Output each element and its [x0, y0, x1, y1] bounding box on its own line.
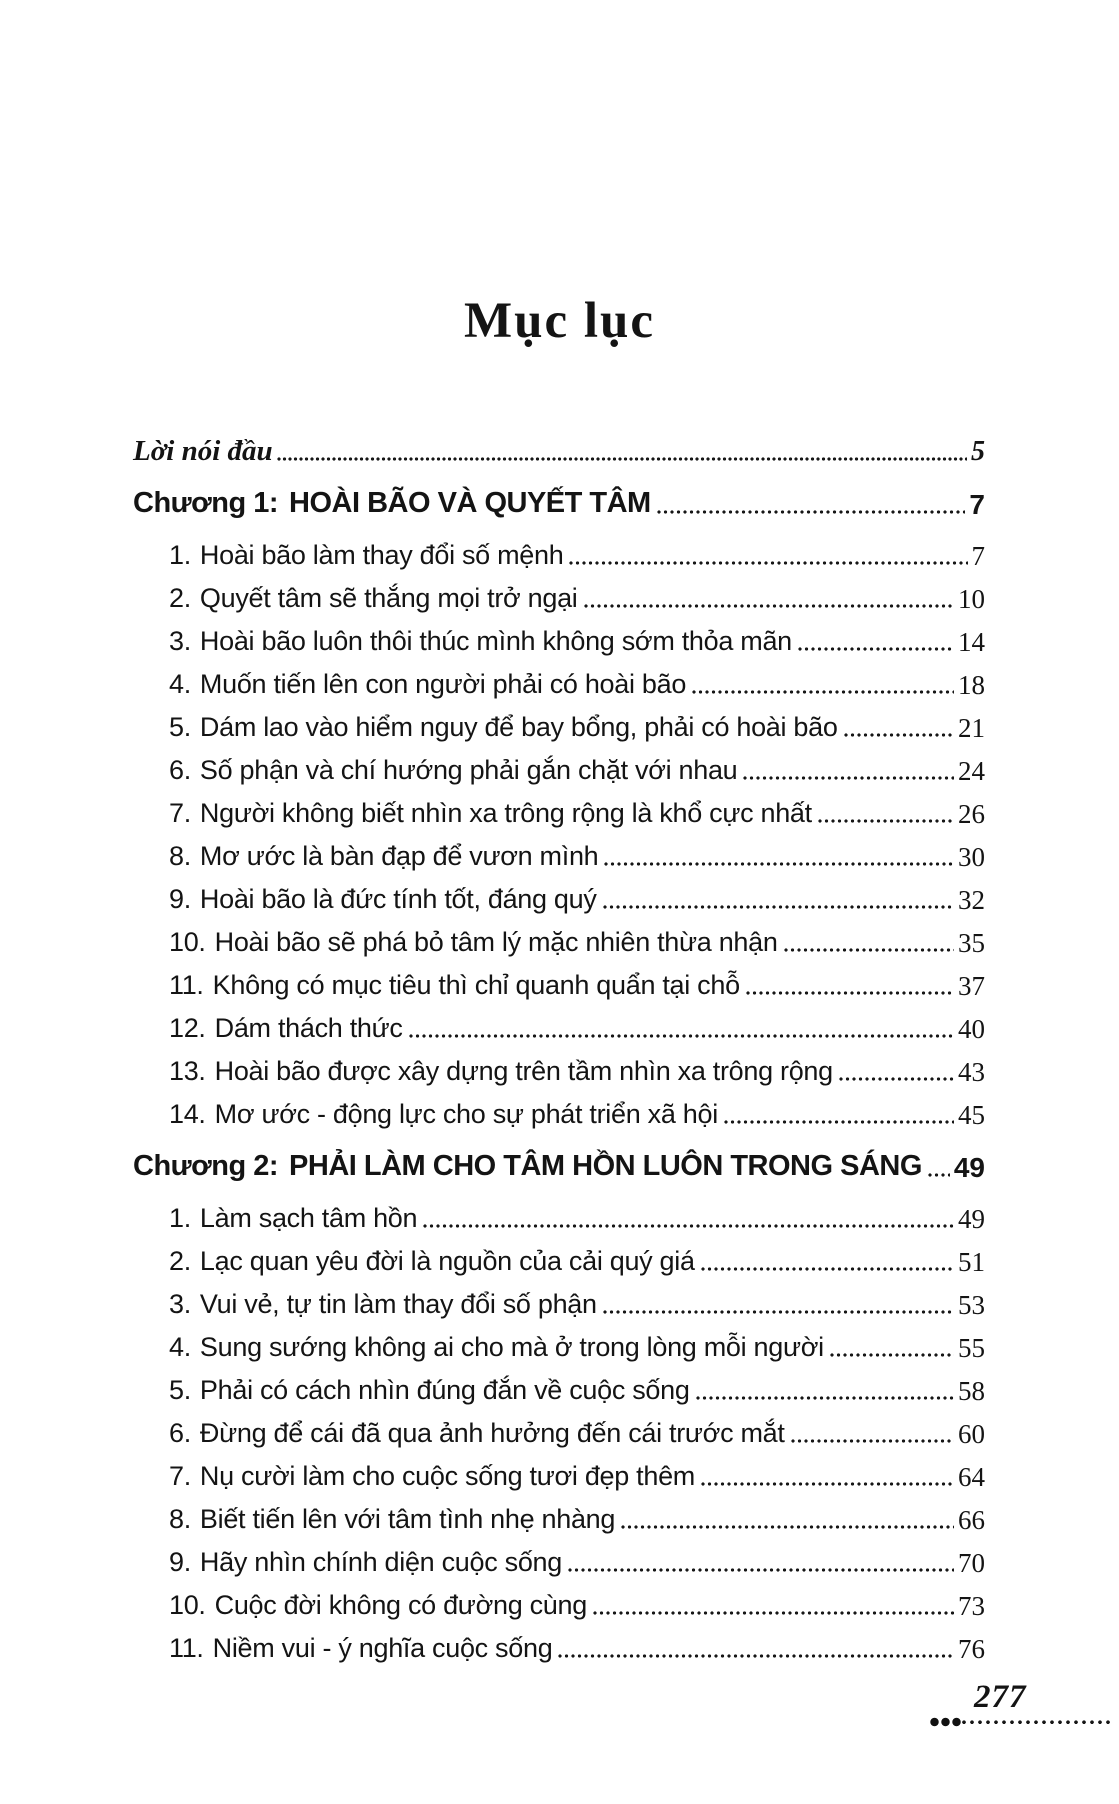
- toc-item-title: Dám thách thức: [214, 1013, 403, 1043]
- toc-item-number: 13.: [169, 1056, 206, 1086]
- toc-item-row: [133, 614, 985, 657]
- dot-leader: [830, 1353, 954, 1357]
- toc-item-row: [133, 872, 985, 915]
- toc-item-number: 5.: [169, 712, 191, 742]
- toc-item-row: [133, 1087, 985, 1130]
- footer-dots-decoration: [930, 1717, 1112, 1727]
- toc-item-row: [133, 958, 985, 1001]
- toc-item-number: 6.: [169, 1418, 191, 1448]
- toc-item-number: 8.: [169, 841, 191, 871]
- toc-item-page-number: 55: [958, 1333, 985, 1363]
- dot-leader: [696, 1396, 954, 1400]
- toc-item-title: Quyết tâm sẽ thắng mọi trở ngại: [199, 583, 578, 613]
- toc-item-title: Không có mục tiêu thì chỉ quanh quẩn tại chỗ: [212, 970, 740, 1000]
- toc-item-page-number: 76: [958, 1634, 985, 1664]
- chapter-title: PHẢI LÀM CHO TÂM HỒN LUÔN TRONG SÁNG: [289, 1150, 922, 1182]
- toc-item-row: [133, 743, 985, 786]
- toc-item-title: Làm sạch tâm hồn: [199, 1203, 418, 1233]
- toc-item-page-number: 49: [958, 1204, 985, 1234]
- dot-leader: [621, 1525, 954, 1529]
- toc-item-number: 14.: [169, 1099, 206, 1129]
- toc-item-row: [133, 571, 985, 614]
- toc-item-page-number: 45: [958, 1100, 985, 1130]
- dot-leader: [701, 1267, 954, 1271]
- toc-item-row: [133, 1535, 985, 1578]
- dot-leader: [746, 991, 954, 995]
- toc-item-row: [133, 657, 985, 700]
- toc-item-title: Cuộc đời không có đường cùng: [214, 1590, 587, 1620]
- toc-item-number: 7.: [169, 1461, 191, 1491]
- preface-page-number: 5: [971, 436, 985, 467]
- toc-item-page-number: 58: [958, 1376, 985, 1406]
- toc-item-title: Số phận và chí hướng phải gắn chặt với nhau: [199, 755, 738, 785]
- dot-leader: [593, 1611, 954, 1615]
- toc-item-row: [133, 528, 985, 571]
- chapter-heading-row: [133, 1140, 985, 1183]
- chapter-page-number: 49: [953, 1152, 985, 1183]
- dot-leader: [743, 776, 954, 780]
- toc-item-number: 9.: [169, 884, 191, 914]
- toc-item-page-number: 26: [958, 799, 985, 829]
- toc-item-number: 8.: [169, 1504, 191, 1534]
- toc-item-title: Người không biết nhìn xa trông rộng là khổ cực nhất: [199, 798, 812, 828]
- toc-item-title: Vui vẻ, tự tin làm thay đổi số phận: [199, 1289, 597, 1319]
- footer-dot-line: [962, 1720, 1112, 1725]
- toc-item-title: Hoài bão sẽ phá bỏ tâm lý mặc nhiên thừa nhận: [214, 927, 778, 957]
- toc-item-page-number: 73: [958, 1591, 985, 1621]
- chapter-page-number: 7: [969, 489, 985, 520]
- dot-leader: [784, 948, 954, 952]
- toc-item-page-number: 30: [958, 842, 985, 872]
- toc-item-number: 2.: [169, 1246, 191, 1276]
- toc-item-number: 10.: [169, 1590, 206, 1620]
- toc-item-number: 10.: [169, 927, 206, 957]
- toc-item-page-number: 60: [958, 1419, 985, 1449]
- toc-item-number: 7.: [169, 798, 191, 828]
- dot-leader: [604, 862, 954, 866]
- toc-item-title: Hoài bão được xây dựng trên tầm nhìn xa trông rộng: [214, 1056, 833, 1086]
- dot-leader: [423, 1224, 954, 1228]
- toc-item-number: 1.: [169, 540, 191, 570]
- toc-item-page-number: 51: [958, 1247, 985, 1277]
- toc-item-row: [133, 1492, 985, 1535]
- toc-item-title: Đừng để cái đã qua ảnh hưởng đến cái trước mắt: [199, 1418, 785, 1448]
- toc-item-row: [133, 700, 985, 743]
- toc-item-number: 11.: [169, 1633, 204, 1663]
- dot-leader: [603, 905, 954, 909]
- toc-item-title: Nụ cười làm cho cuộc sống tươi đẹp thêm: [199, 1461, 695, 1491]
- chapter-heading-row: [133, 477, 985, 520]
- toc-item-page-number: 53: [958, 1290, 985, 1320]
- dot-leader: [839, 1077, 954, 1081]
- toc-item-title: Dám lao vào hiểm nguy để bay bổng, phải có hoài bão: [199, 712, 838, 742]
- dot-leader: [569, 561, 967, 565]
- toc-item-number: 1.: [169, 1203, 191, 1233]
- toc-item-page-number: 21: [958, 713, 985, 743]
- toc-item-page-number: 64: [958, 1462, 985, 1492]
- dot-leader: [701, 1482, 954, 1486]
- toc-item-number: 12.: [169, 1013, 206, 1043]
- toc-item-row: [133, 1363, 985, 1406]
- dot-leader: [409, 1034, 954, 1038]
- toc-item-row: [133, 1406, 985, 1449]
- toc-item-title: Phải có cách nhìn đúng đắn về cuộc sống: [199, 1375, 690, 1405]
- dot-leader: [928, 1173, 950, 1177]
- toc-item-title: Hoài bão là đức tính tốt, đáng quý: [199, 884, 597, 914]
- dot-leader: [584, 604, 954, 608]
- footer-big-dots: [930, 1717, 962, 1727]
- preface-label: Lời nói đầu: [133, 435, 273, 467]
- toc-item-number: 5.: [169, 1375, 191, 1405]
- dot-leader: [844, 733, 954, 737]
- chapter-label: Chương 1:: [133, 487, 279, 519]
- toc-item-row: [133, 1621, 985, 1664]
- toc-item-row: [133, 1578, 985, 1621]
- toc-item-page-number: 18: [958, 670, 985, 700]
- toc-item-page-number: 14: [958, 627, 985, 657]
- toc-item-title: Mơ ước là bàn đạp để vươn mình: [199, 841, 599, 871]
- toc-item-title: Sung sướng không ai cho mà ở trong lòng mỗi người: [199, 1332, 824, 1362]
- dot-leader: [791, 1439, 954, 1443]
- toc-item-row: [133, 1234, 985, 1277]
- dot-leader: [558, 1654, 954, 1658]
- toc-item-page-number: 66: [958, 1505, 985, 1535]
- toc-item-number: 3.: [169, 626, 191, 656]
- toc-item-row: [133, 1320, 985, 1363]
- chapter-label: Chương 2:: [133, 1150, 279, 1182]
- toc-item-number: 9.: [169, 1547, 191, 1577]
- toc-item-row: [133, 915, 985, 958]
- toc-item-title: Niềm vui - ý nghĩa cuộc sống: [212, 1633, 553, 1663]
- toc-item-number: 4.: [169, 1332, 191, 1362]
- dot-leader: [603, 1310, 954, 1314]
- toc-item-row: [133, 1044, 985, 1087]
- toc-item-title: Hoài bão luôn thôi thúc mình không sớm thỏa mãn: [199, 626, 792, 656]
- toc-item-row: [133, 1001, 985, 1044]
- toc-item-row: [133, 1277, 985, 1320]
- toc-item-page-number: 7: [971, 541, 985, 571]
- toc-list: [133, 424, 985, 1664]
- toc-item-row: [133, 1449, 985, 1492]
- toc-item-number: 4.: [169, 669, 191, 699]
- toc-item-row: [133, 786, 985, 829]
- toc-item-number: 2.: [169, 583, 191, 613]
- toc-item-page-number: 35: [958, 928, 985, 958]
- toc-item-title: Hoài bão làm thay đổi số mệnh: [199, 540, 564, 570]
- dot-leader: [798, 647, 954, 651]
- toc-item-title: Muốn tiến lên con người phải có hoài bão: [199, 669, 687, 699]
- toc-item-page-number: 43: [958, 1057, 985, 1087]
- dot-leader: [724, 1120, 954, 1124]
- toc-item-page-number: 70: [958, 1548, 985, 1578]
- toc-item-page-number: 32: [958, 885, 985, 915]
- dot-leader: [277, 457, 967, 461]
- toc-item-number: 3.: [169, 1289, 191, 1319]
- toc-item-title: Hãy nhìn chính diện cuộc sống: [199, 1547, 562, 1577]
- toc-item-title: Biết tiến lên với tâm tình nhẹ nhàng: [199, 1504, 616, 1534]
- toc-item-title: Mơ ước - động lực cho sự phát triển xã hội: [214, 1099, 718, 1129]
- toc-item-page-number: 40: [958, 1014, 985, 1044]
- dot-leader: [568, 1568, 954, 1572]
- chapter-title: HOÀI BÃO VÀ QUYẾT TÂM: [289, 487, 651, 519]
- page-footer: [930, 1681, 1112, 1727]
- toc-item-page-number: 10: [958, 584, 985, 614]
- toc-item-row: [133, 829, 985, 872]
- dot-leader: [657, 510, 966, 514]
- dot-leader: [692, 690, 954, 694]
- toc-item-number: 11.: [169, 970, 204, 1000]
- page-title: Mục lục: [463, 293, 656, 349]
- toc-item-page-number: 24: [958, 756, 985, 786]
- folio-page-number: 277: [974, 1679, 1027, 1715]
- toc-item-number: 6.: [169, 755, 191, 785]
- dot-leader: [818, 819, 954, 823]
- preface-row: [133, 424, 985, 467]
- toc-item-row: [133, 1191, 985, 1234]
- toc-item-title: Lạc quan yêu đời là nguồn của cải quý giá: [199, 1246, 695, 1276]
- toc-item-page-number: 37: [958, 971, 985, 1001]
